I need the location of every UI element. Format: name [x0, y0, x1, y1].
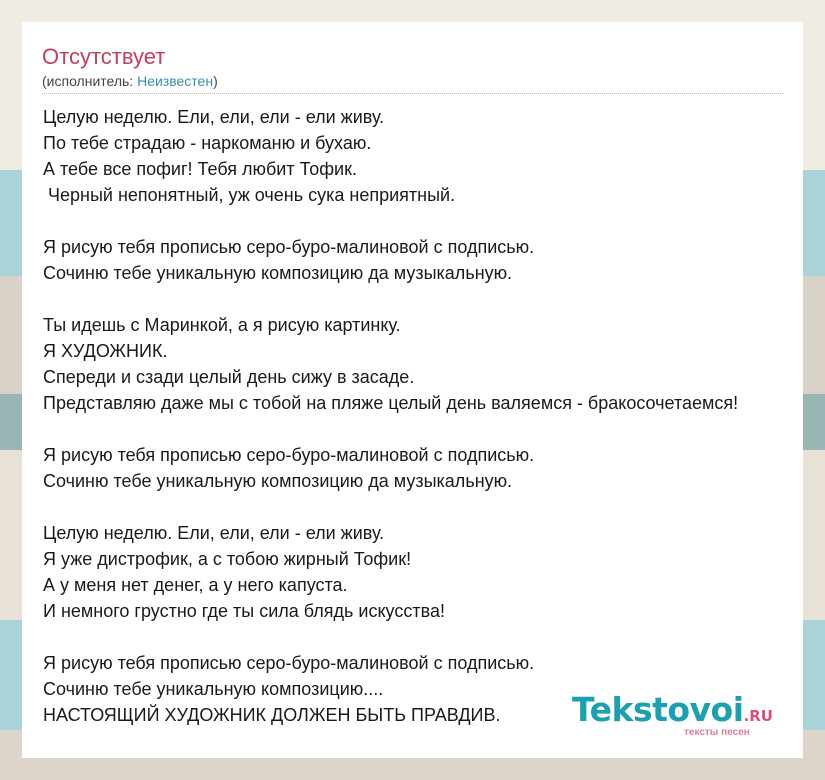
artist-suffix: ) — [213, 73, 218, 89]
lyric-line: Черный непонятный, уж очень сука неприятный. — [43, 185, 456, 205]
lyric-line: Сочиню тебе уникальную композицию да музыкальную. — [43, 263, 513, 283]
artist-prefix: (исполнитель: — [42, 73, 138, 89]
lyric-line: Я уже дистрофик, а с тобою жирный Тофик! — [43, 549, 412, 569]
artist-line — [42, 73, 218, 89]
lyric-line — [43, 416, 738, 442]
lyric-line: А тебе все пофиг! Тебя любит Тофик. — [43, 159, 357, 179]
lyric-line: А у меня нет денег, а у него капуста. — [43, 575, 348, 595]
logo-tagline: тексты песен — [684, 727, 750, 738]
divider — [42, 93, 783, 94]
lyric-line — [43, 624, 738, 650]
lyric-line — [43, 286, 738, 312]
lyric-line: Я рисую тебя прописью серо-буро-малиновой с подписью. — [43, 445, 535, 465]
lyric-line: Сочиню тебе уникальную композицию.... — [43, 679, 384, 699]
artist-link[interactable]: Неизвестен — [137, 73, 214, 89]
lyric-line: По тебе страдаю - наркоманю и бухаю. — [43, 133, 372, 153]
lyric-line: НАСТОЯЩИЙ ХУДОЖНИК ДОЛЖЕН БЫТЬ ПРАВДИВ. — [43, 705, 501, 725]
lyric-line: Я рисую тебя прописью серо-буро-малиновой с подписью. — [43, 653, 535, 673]
lyric-line: Спереди и сзади целый день сижу в засаде. — [43, 367, 415, 387]
lyrics-card — [22, 22, 803, 758]
lyric-line — [43, 494, 738, 520]
song-title: Отсутствует — [42, 44, 166, 69]
lyric-line: Я рисую тебя прописью серо-буро-малиновой с подписью. — [43, 237, 535, 257]
lyric-line: Ты идешь с Маринкой, а я рисую картинку. — [43, 315, 401, 335]
lyric-line: Представляю даже мы с тобой на пляже целый день валяемся - бракосочетаемся! — [43, 393, 739, 413]
lyric-line: Целую неделю. Ели, ели, ели - ели живу. — [43, 523, 385, 543]
logo-wordmark: Tekstovoi — [572, 690, 744, 729]
lyric-line: Я ХУДОЖНИК. — [43, 341, 168, 361]
lyric-line: Целую неделю. Ели, ели, ели - ели живу. — [43, 107, 385, 127]
lyrics-text — [43, 104, 738, 728]
site-logo[interactable] — [572, 690, 773, 738]
lyric-line: И немного грустно где ты сила блядь искусства! — [43, 601, 445, 621]
lyric-line — [43, 208, 738, 234]
lyric-line: Сочиню тебе уникальную композицию да музыкальную. — [43, 471, 513, 491]
logo-tld: .RU — [743, 707, 773, 725]
